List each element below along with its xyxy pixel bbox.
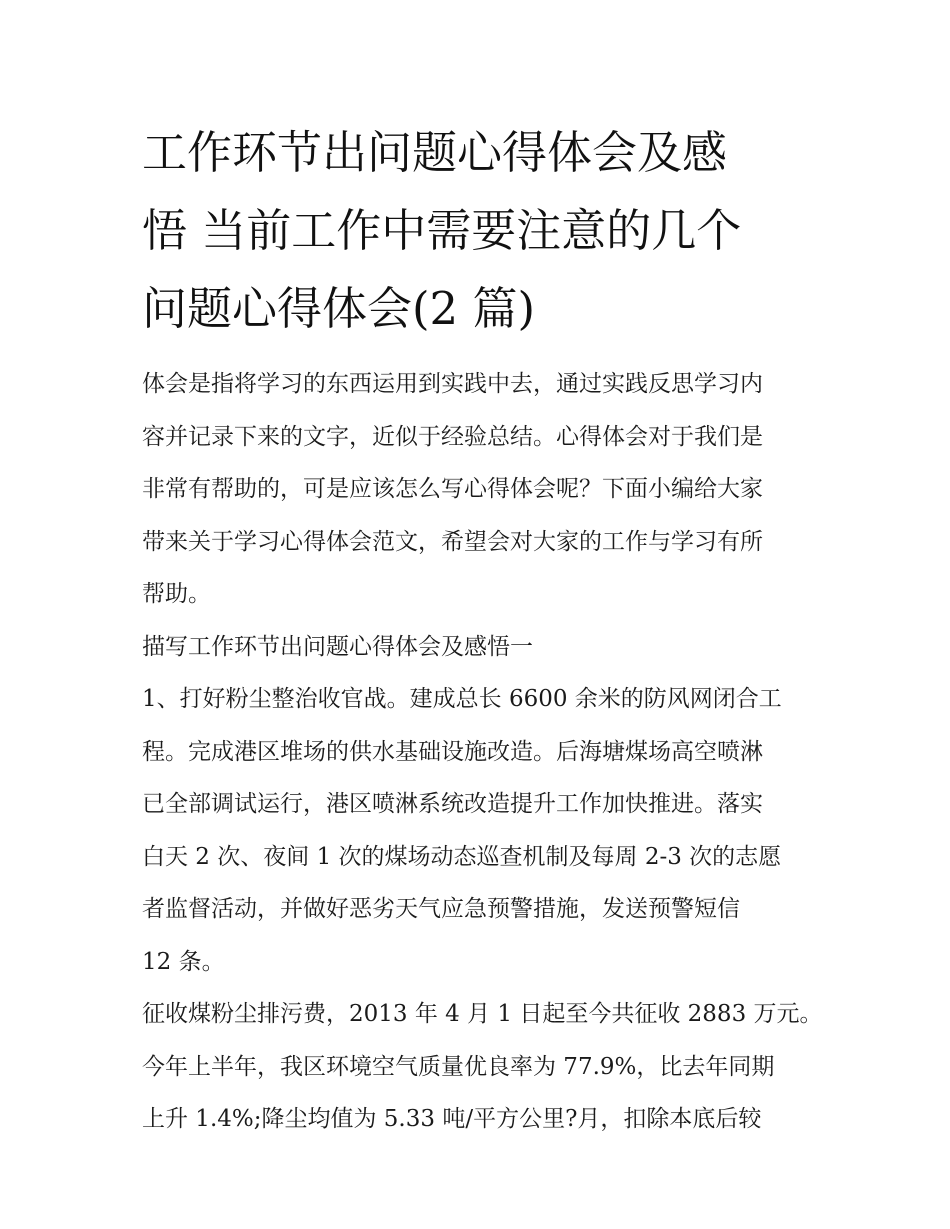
document-body — [142, 358, 822, 1146]
body-line: 已全部调试运行，港区喷淋系统改造提升工作加快推进。落实 — [142, 791, 763, 817]
document-title — [142, 114, 822, 348]
body-line: 体会是指将学习的东西运用到实践中去，通过实践反思学习内 — [142, 371, 763, 397]
title-line-2: 悟 当前工作中需要注意的几个 — [142, 204, 742, 257]
body-line: 征收煤粉尘排污费，2013 年 4 月 1 日起至今共征收 2883 万元。 — [142, 1001, 823, 1027]
section-heading: 描写工作环节出问题心得体会及感悟一 — [142, 633, 533, 660]
body-line: 帮助。 — [142, 581, 211, 607]
body-line: 12 条。 — [142, 948, 225, 975]
body-line: 者监督活动，并做好恶劣天气应急预警措施，发送预警短信 — [142, 896, 740, 922]
body-line: 容并记录下来的文字，近似于经验总结。心得体会对于我们是 — [142, 423, 763, 450]
title-line-3: 问题心得体会(2 篇) — [142, 282, 536, 335]
body-line: 非常有帮助的，可是应该怎么写心得体会呢？下面小编给大家 — [142, 476, 763, 502]
title-line-1: 工作环节出问题心得体会及感 — [142, 126, 728, 179]
body-line: 程。完成港区堆场的供水基础设施改造。后海塘煤场高空喷淋 — [142, 738, 763, 765]
body-line: 今年上半年，我区环境空气质量优良率为 77.9%，比去年同期 — [142, 1053, 775, 1080]
body-line: 上升 1.4%;降尘均值为 5.33 吨/平方公里?月，扣除本底后较 — [142, 1106, 762, 1132]
body-line: 1、打好粉尘整治收官战。建成总长 6600 余米的防风网闭合工 — [142, 686, 782, 712]
body-line: 白天 2 次、夜间 1 次的煤场动态巡查机制及每周 2-3 次的志愿 — [142, 843, 782, 870]
body-line: 带来关于学习心得体会范文，希望会对大家的工作与学习有所 — [142, 528, 763, 555]
